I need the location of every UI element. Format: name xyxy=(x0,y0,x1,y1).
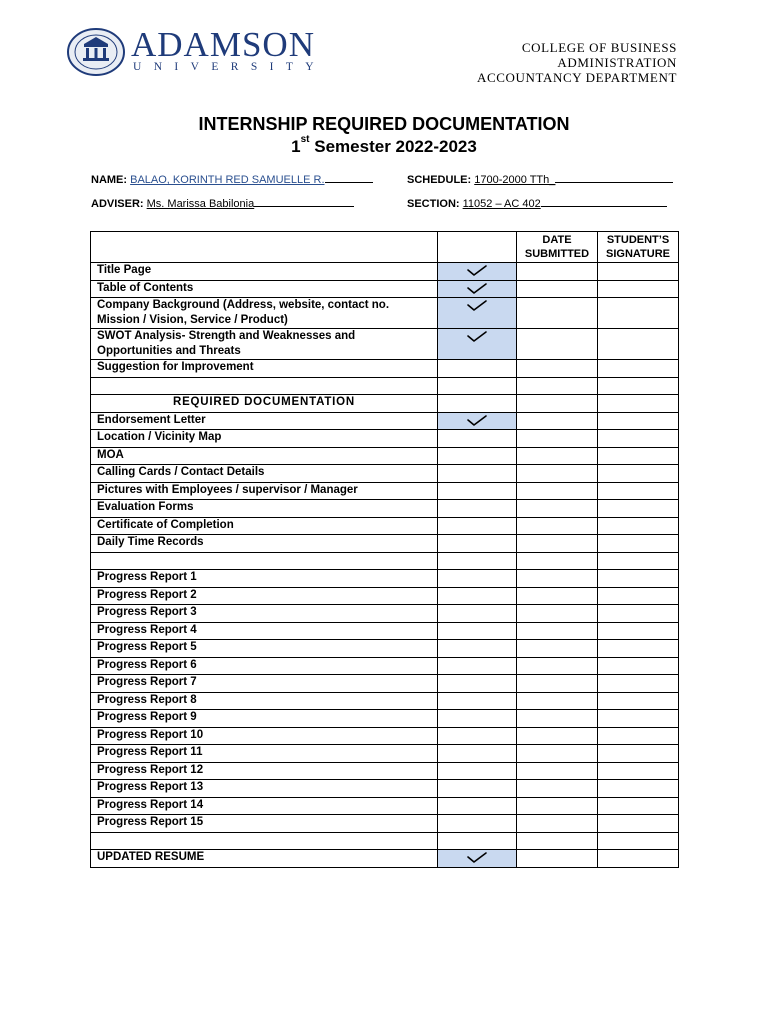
document-label-cell: Progress Report 3 xyxy=(91,605,438,623)
student-signature-cell[interactable] xyxy=(598,745,679,763)
check-cell[interactable] xyxy=(438,430,517,448)
semester-ordinal: 1 xyxy=(291,137,301,156)
checkmark-icon xyxy=(465,299,489,312)
student-signature-cell[interactable] xyxy=(598,552,679,570)
name-fill-line xyxy=(325,172,373,183)
date-submitted-cell[interactable] xyxy=(517,622,598,640)
student-signature-cell[interactable] xyxy=(598,412,679,430)
table-header-row xyxy=(91,232,679,263)
document-label-cell: MOA xyxy=(91,447,438,465)
student-signature-cell[interactable] xyxy=(598,500,679,518)
university-logo-name: ADAMSON xyxy=(131,25,315,64)
check-cell[interactable] xyxy=(438,762,517,780)
document-label-cell: UPDATED RESUME xyxy=(91,850,438,868)
date-submitted-cell[interactable] xyxy=(517,692,598,710)
student-signature-cell[interactable] xyxy=(598,815,679,833)
date-submitted-cell[interactable] xyxy=(517,552,598,570)
check-cell[interactable] xyxy=(438,517,517,535)
document-label-cell: Progress Report 2 xyxy=(91,587,438,605)
student-signature-cell[interactable] xyxy=(598,832,679,850)
check-cell[interactable] xyxy=(438,605,517,623)
date-submitted-cell[interactable] xyxy=(517,710,598,728)
student-signature-cell[interactable] xyxy=(598,377,679,395)
check-cell[interactable] xyxy=(438,377,517,395)
check-cell[interactable] xyxy=(438,500,517,518)
student-signature-cell[interactable] xyxy=(598,298,679,329)
document-label-cell: Daily Time Records xyxy=(91,535,438,553)
document-label-cell: Progress Report 1 xyxy=(91,570,438,588)
student-signature-cell[interactable] xyxy=(598,692,679,710)
document-label-cell xyxy=(91,377,438,395)
student-signature-cell[interactable] xyxy=(598,395,679,413)
check-cell[interactable] xyxy=(438,727,517,745)
date-submitted-cell[interactable] xyxy=(517,850,598,868)
header-cell-student-signature: STUDENT’S SIGNATURE xyxy=(598,232,679,263)
college-line-1: COLLEGE OF BUSINESS xyxy=(521,40,677,55)
table-row xyxy=(91,675,679,693)
student-signature-cell[interactable] xyxy=(598,482,679,500)
table-row xyxy=(91,482,679,500)
section-label: SECTION: xyxy=(407,198,460,210)
schedule-field xyxy=(407,172,673,187)
date-submitted-cell[interactable] xyxy=(517,360,598,378)
checkmark-icon xyxy=(465,414,489,427)
table-row xyxy=(91,657,679,675)
check-cell[interactable] xyxy=(438,710,517,728)
student-signature-cell[interactable] xyxy=(598,535,679,553)
date-submitted-cell[interactable] xyxy=(517,329,598,360)
student-signature-cell[interactable] xyxy=(598,850,679,868)
adviser-field xyxy=(91,196,354,211)
document-label-cell: Company Background (Address, website, contact no. Mission / Vision, Service / Product) xyxy=(91,298,438,329)
date-submitted-cell[interactable] xyxy=(517,517,598,535)
schedule-value: 1700-2000 TTh_ xyxy=(474,174,556,186)
check-cell[interactable] xyxy=(438,622,517,640)
student-signature-cell[interactable] xyxy=(598,280,679,298)
table-row xyxy=(91,710,679,728)
check-cell[interactable] xyxy=(438,465,517,483)
date-submitted-cell[interactable] xyxy=(517,430,598,448)
table-row xyxy=(91,570,679,588)
check-cell[interactable] xyxy=(438,412,517,430)
check-cell[interactable] xyxy=(438,329,517,360)
document-label-cell: Progress Report 7 xyxy=(91,675,438,693)
header-cell-date-submitted: DATE SUBMITTED xyxy=(517,232,598,263)
checkmark-icon xyxy=(465,282,489,295)
table-row xyxy=(91,797,679,815)
student-signature-cell[interactable] xyxy=(598,430,679,448)
section-fill-line xyxy=(541,196,667,207)
check-cell[interactable] xyxy=(438,535,517,553)
check-cell[interactable] xyxy=(438,263,517,281)
document-label-cell: Location / Vicinity Map xyxy=(91,430,438,448)
date-submitted-cell[interactable] xyxy=(517,727,598,745)
table-row xyxy=(91,447,679,465)
table-row xyxy=(91,517,679,535)
document-label-cell: Endorsement Letter xyxy=(91,412,438,430)
semester-ordinal-suffix: st xyxy=(300,134,310,145)
semester-text: Semester 2022-2023 xyxy=(309,137,477,156)
table-row xyxy=(91,832,679,850)
document-label-cell: Title Page xyxy=(91,263,438,281)
section-heading-cell: REQUIRED DOCUMENTATION xyxy=(91,395,438,413)
check-cell[interactable] xyxy=(438,675,517,693)
date-submitted-cell[interactable] xyxy=(517,832,598,850)
student-signature-cell[interactable] xyxy=(598,465,679,483)
table-row xyxy=(91,780,679,798)
student-signature-cell[interactable] xyxy=(598,657,679,675)
date-submitted-cell[interactable] xyxy=(517,605,598,623)
date-submitted-cell[interactable] xyxy=(517,298,598,329)
check-cell[interactable] xyxy=(438,587,517,605)
student-signature-cell[interactable] xyxy=(598,797,679,815)
check-cell[interactable] xyxy=(438,395,517,413)
student-signature-cell[interactable] xyxy=(598,329,679,360)
check-cell[interactable] xyxy=(438,692,517,710)
header-cell-document xyxy=(91,232,438,263)
check-cell[interactable] xyxy=(438,552,517,570)
student-signature-cell[interactable] xyxy=(598,640,679,658)
check-cell[interactable] xyxy=(438,447,517,465)
date-submitted-cell[interactable] xyxy=(517,263,598,281)
check-cell[interactable] xyxy=(438,657,517,675)
table-row xyxy=(91,395,679,413)
document-label-cell: SWOT Analysis- Strength and Weaknesses and Opportunities and Threats xyxy=(91,329,438,360)
student-signature-cell[interactable] xyxy=(598,447,679,465)
check-cell[interactable] xyxy=(438,570,517,588)
adviser-label: ADVISER: xyxy=(91,198,144,210)
check-cell[interactable] xyxy=(438,298,517,329)
date-submitted-cell[interactable] xyxy=(517,745,598,763)
document-label-cell: Progress Report 9 xyxy=(91,710,438,728)
table-row xyxy=(91,745,679,763)
document-label-cell: Table of Contents xyxy=(91,280,438,298)
document-label-cell: Certificate of Completion xyxy=(91,517,438,535)
table-row xyxy=(91,622,679,640)
date-submitted-cell[interactable] xyxy=(517,412,598,430)
college-line-2: ADMINISTRATION xyxy=(557,55,677,70)
schedule-label: SCHEDULE: xyxy=(407,174,472,186)
table-row xyxy=(91,329,679,360)
date-submitted-cell[interactable] xyxy=(517,570,598,588)
table-row xyxy=(91,430,679,448)
name-value: BALAO, KORINTH RED SAMUELLE R. xyxy=(130,174,325,186)
table-row xyxy=(91,412,679,430)
check-cell[interactable] xyxy=(438,832,517,850)
document-label-cell xyxy=(91,552,438,570)
college-department-block xyxy=(477,40,677,85)
adviser-value: Ms. Marissa Babilonia xyxy=(146,198,255,210)
date-submitted-cell[interactable] xyxy=(517,500,598,518)
student-signature-cell[interactable] xyxy=(598,780,679,798)
checkmark-icon xyxy=(465,330,489,343)
document-label-cell: Progress Report 13 xyxy=(91,780,438,798)
student-signature-cell[interactable] xyxy=(598,710,679,728)
document-label-cell: Progress Report 10 xyxy=(91,727,438,745)
schedule-fill-line xyxy=(555,172,673,183)
check-cell[interactable] xyxy=(438,780,517,798)
date-submitted-cell[interactable] xyxy=(517,815,598,833)
table-row xyxy=(91,263,679,281)
date-submitted-cell[interactable] xyxy=(517,587,598,605)
date-submitted-cell[interactable] xyxy=(517,482,598,500)
adviser-fill-line xyxy=(254,196,354,207)
student-signature-cell[interactable] xyxy=(598,570,679,588)
document-label-cell: Progress Report 12 xyxy=(91,762,438,780)
checkmark-icon xyxy=(465,851,489,864)
university-logo-subtitle: UNIVERSITY xyxy=(133,61,326,73)
table-row xyxy=(91,762,679,780)
document-label-cell: Progress Report 14 xyxy=(91,797,438,815)
table-row xyxy=(91,692,679,710)
date-submitted-cell[interactable] xyxy=(517,780,598,798)
date-submitted-cell[interactable] xyxy=(517,280,598,298)
document-label-cell: Progress Report 8 xyxy=(91,692,438,710)
check-cell[interactable] xyxy=(438,797,517,815)
check-cell[interactable] xyxy=(438,280,517,298)
student-signature-cell[interactable] xyxy=(598,360,679,378)
section-field xyxy=(407,196,667,211)
name-label: NAME: xyxy=(91,174,128,186)
check-cell[interactable] xyxy=(438,640,517,658)
date-submitted-cell[interactable] xyxy=(517,657,598,675)
table-row xyxy=(91,535,679,553)
document-title: INTERNSHIP REQUIRED DOCUMENTATION xyxy=(198,114,570,134)
table-row xyxy=(91,850,679,868)
date-submitted-cell[interactable] xyxy=(517,447,598,465)
table-row xyxy=(91,552,679,570)
document-label-cell: Progress Report 6 xyxy=(91,657,438,675)
document-label-cell: Evaluation Forms xyxy=(91,500,438,518)
table-row xyxy=(91,587,679,605)
date-submitted-cell[interactable] xyxy=(517,675,598,693)
check-cell[interactable] xyxy=(438,745,517,763)
table-row xyxy=(91,500,679,518)
documentation-checklist-table xyxy=(90,231,679,868)
date-submitted-cell[interactable] xyxy=(517,762,598,780)
document-label-cell: Calling Cards / Contact Details xyxy=(91,465,438,483)
date-submitted-cell[interactable] xyxy=(517,465,598,483)
document-label-cell: Progress Report 4 xyxy=(91,622,438,640)
date-submitted-cell[interactable] xyxy=(517,395,598,413)
semester-subtitle xyxy=(0,134,768,157)
student-signature-cell[interactable] xyxy=(598,605,679,623)
table-row xyxy=(91,640,679,658)
table-row xyxy=(91,280,679,298)
document-label-cell: Pictures with Employees / supervisor / Manager xyxy=(91,482,438,500)
college-line-3: ACCOUNTANCY DEPARTMENT xyxy=(476,70,677,85)
student-signature-cell[interactable] xyxy=(598,263,679,281)
table-row xyxy=(91,605,679,623)
section-value: 11052 – AC 402 xyxy=(462,198,541,210)
student-signature-cell[interactable] xyxy=(598,727,679,745)
table-row xyxy=(91,298,679,329)
student-signature-cell[interactable] xyxy=(598,675,679,693)
check-cell[interactable] xyxy=(438,482,517,500)
check-cell[interactable] xyxy=(438,815,517,833)
date-submitted-cell[interactable] xyxy=(517,797,598,815)
document-label-cell xyxy=(91,832,438,850)
student-signature-cell[interactable] xyxy=(598,517,679,535)
table-row xyxy=(91,465,679,483)
checkmark-icon xyxy=(465,264,489,277)
student-signature-cell[interactable] xyxy=(598,587,679,605)
university-seal-icon xyxy=(66,27,126,77)
date-submitted-cell[interactable] xyxy=(517,535,598,553)
table-row xyxy=(91,360,679,378)
student-signature-cell[interactable] xyxy=(598,622,679,640)
check-cell[interactable] xyxy=(438,850,517,868)
date-submitted-cell[interactable] xyxy=(517,640,598,658)
name-field xyxy=(91,172,373,187)
date-submitted-cell[interactable] xyxy=(517,377,598,395)
table-row xyxy=(91,815,679,833)
header-cell-check xyxy=(438,232,517,263)
student-signature-cell[interactable] xyxy=(598,762,679,780)
document-label-cell: Suggestion for Improvement xyxy=(91,360,438,378)
table-row xyxy=(91,727,679,745)
check-cell[interactable] xyxy=(438,360,517,378)
document-label-cell: Progress Report 15 xyxy=(91,815,438,833)
document-label-cell: Progress Report 11 xyxy=(91,745,438,763)
document-label-cell: Progress Report 5 xyxy=(91,640,438,658)
table-row xyxy=(91,377,679,395)
